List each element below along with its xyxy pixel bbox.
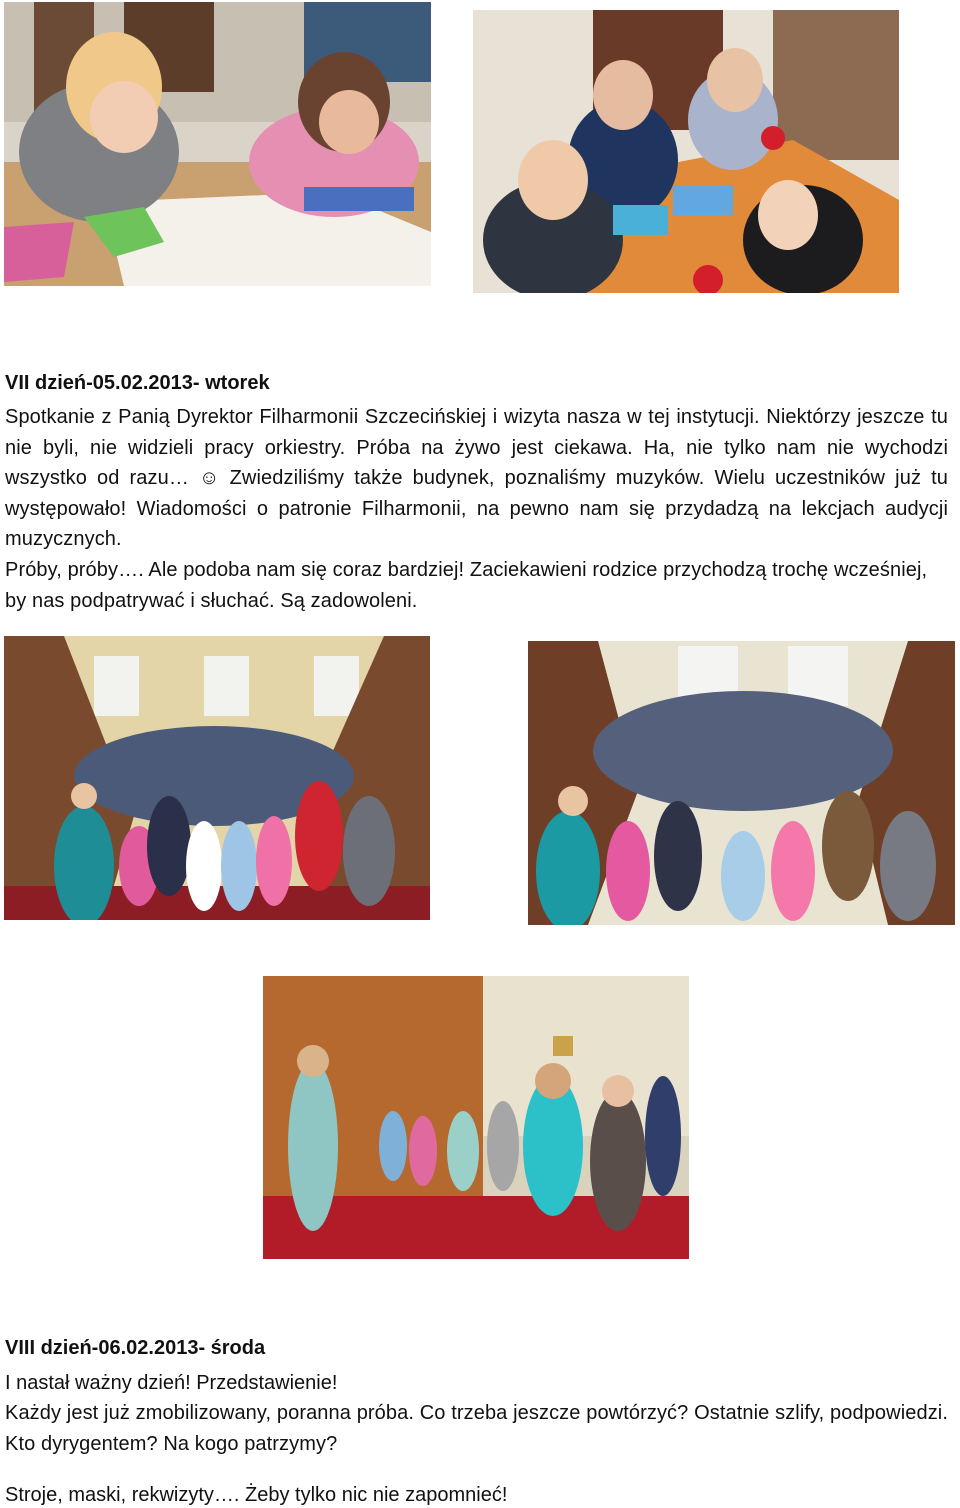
day8-line-1: I nastał ważny dzień! Przedstawienie! [5,1372,338,1394]
day7-paragraph-1: Spotkanie z Panią Dyrektor Filharmonii Szczecińskiej i wizyta nasza w tej instytucji. Niektórzy jeszcze tu nie byli, nie widzieli pracy orkiestry. Próba na żywo jest ciekawa. Ha, nie tylko nam nie wychodzi wszystko od razu… ☺ Zwiedziliśmy także budynek, poznaliśmy muzyków. Wielu uczestników już tu występowało! Wiadomości o patronie Filharmonii, na pewno nam się przydadzą na lekcjach audycji muzycznych. [5,406,948,550]
day8-paragraph: Każdy jest już zmobilizowany, poranna próba. Co trzeba jeszcze powtórzyć? Ostatnie szlify, podpowiedzi. Kto dyrygentem? Na kogo patrzymy? [5,1402,948,1455]
day8-line-2: Stroje, maski, rekwizyty…. Żeby tylko nic nie zapomnieć! [5,1484,508,1506]
photo-group-staircase-2 [528,641,955,925]
photo-girls-drawing [4,2,431,286]
photo-boys-at-table [473,10,899,293]
day7-paragraph-2: Próby, próby…. Ale podoba nam się coraz bardziej! Zaciekawieni rodzice przychodzą trochę wcześniej, by nas podpatrywać i słuchać. Są zadowoleni. [5,559,928,612]
photo-children-hall [263,976,689,1259]
day7-heading: VII dzień-05.02.2013- wtorek [5,372,270,394]
photo-group-staircase-1 [4,636,430,920]
day8-heading: VIII dzień-06.02.2013- środa [5,1337,266,1359]
